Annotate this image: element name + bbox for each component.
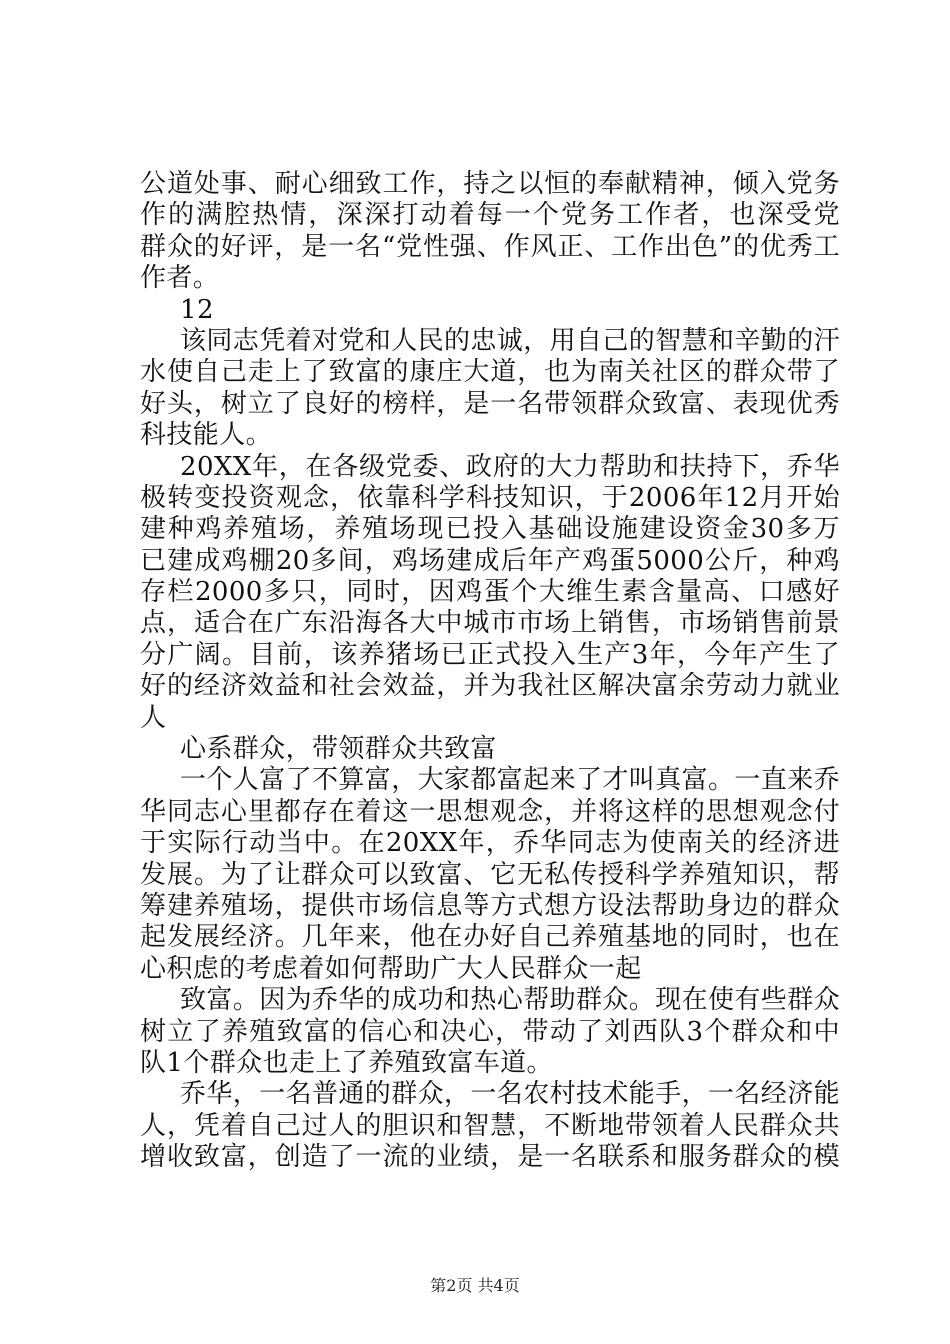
text-line: 好的经济效益和社会效益，并为我社区解决富余劳动力就业	[140, 671, 840, 702]
text-line: 起发展经济。几年来，他在办好自己养殖基地的同时，也在	[140, 922, 840, 953]
text-line: 人，凭着自己过人的胆识和智慧，不断地带领着人民群众共	[140, 1110, 840, 1141]
text-line: 20XX年，在各级党委、政府的大力帮助和扶持下，乔华	[180, 451, 840, 482]
text-line: 建种鸡养殖场，养殖场现已投入基础设施建设资金30多万	[140, 514, 840, 545]
text-line: 公道处事、耐心细致工作，持之以恒的奉献精神，倾入党务	[140, 169, 840, 199]
text-line: 作的满腔热情，深深打动着每一个党务工作者，也深受党	[140, 200, 840, 231]
text-line: 一个人富了不算富，大家都富起来了才叫真富。一直来乔	[180, 765, 840, 796]
text-line: 极转变投资观念，依靠科学科技知识，于2006年12月开始	[140, 482, 840, 513]
text-line: 已建成鸡棚20多间，鸡场建成后年产鸡蛋5000公斤，种鸡	[140, 545, 840, 576]
text-line: 致富。因为乔华的成功和热心帮助群众。现在使有些群众	[180, 985, 840, 1016]
text-line: 于实际行动当中。在20XX年，乔华同志为使南关的经济进	[140, 828, 840, 859]
text-line: 分广阔。目前，该养猪场已正式投入生产3年，今年产生了	[140, 639, 840, 670]
text-line: 心积虑的考虑着如何帮助广大人民群众一起	[140, 953, 642, 984]
text-line: 存栏2000多只，同时，因鸡蛋个大维生素含量高、口感好	[140, 577, 840, 608]
text-line: 人	[140, 702, 167, 733]
text-line: 队1个群众也走上了养殖致富车道。	[140, 1047, 553, 1078]
text-line: 乔华，一名普通的群众，一名农村技术能手，一名经济能	[180, 1079, 840, 1110]
text-line: 该同志凭着对党和人民的忠诚，用自己的智慧和辛勤的汗	[180, 325, 840, 356]
body-text	[140, 169, 840, 1174]
text-line: 心系群众，带领群众共致富	[180, 734, 497, 765]
text-line: 群众的好评，是一名“党性强、作风正、工作出色”的优秀工	[140, 231, 840, 262]
text-line: 作者。	[140, 263, 220, 294]
text-line: 树立了养殖致富的信心和决心，带动了刘西队3个群众和中	[140, 1016, 840, 1047]
text-line: 发展。为了让群众可以致富、它无私传授科学养殖知识，帮	[140, 859, 840, 890]
text-line: 水使自己走上了致富的康庄大道，也为南关社区的群众带了	[140, 357, 840, 388]
text-line: 华同志心里都存在着这一思想观念，并将这样的思想观念付	[140, 796, 840, 827]
text-line: 筹建养殖场，提供市场信息等方式想方设法帮助身边的群众	[140, 890, 840, 921]
text-line: 12	[180, 294, 214, 325]
text-line: 好头，树立了良好的榜样，是一名带领群众致富、表现优秀	[140, 388, 840, 419]
text-line: 点，适合在广东沿海各大中城市市场上销售，市场销售前景	[140, 608, 840, 639]
text-line: 科技能人。	[140, 420, 273, 451]
text-line: 增收致富，创造了一流的业绩，是一名联系和服务群众的模	[140, 1142, 840, 1173]
page-footer: 第2页 共4页	[430, 1276, 520, 1295]
